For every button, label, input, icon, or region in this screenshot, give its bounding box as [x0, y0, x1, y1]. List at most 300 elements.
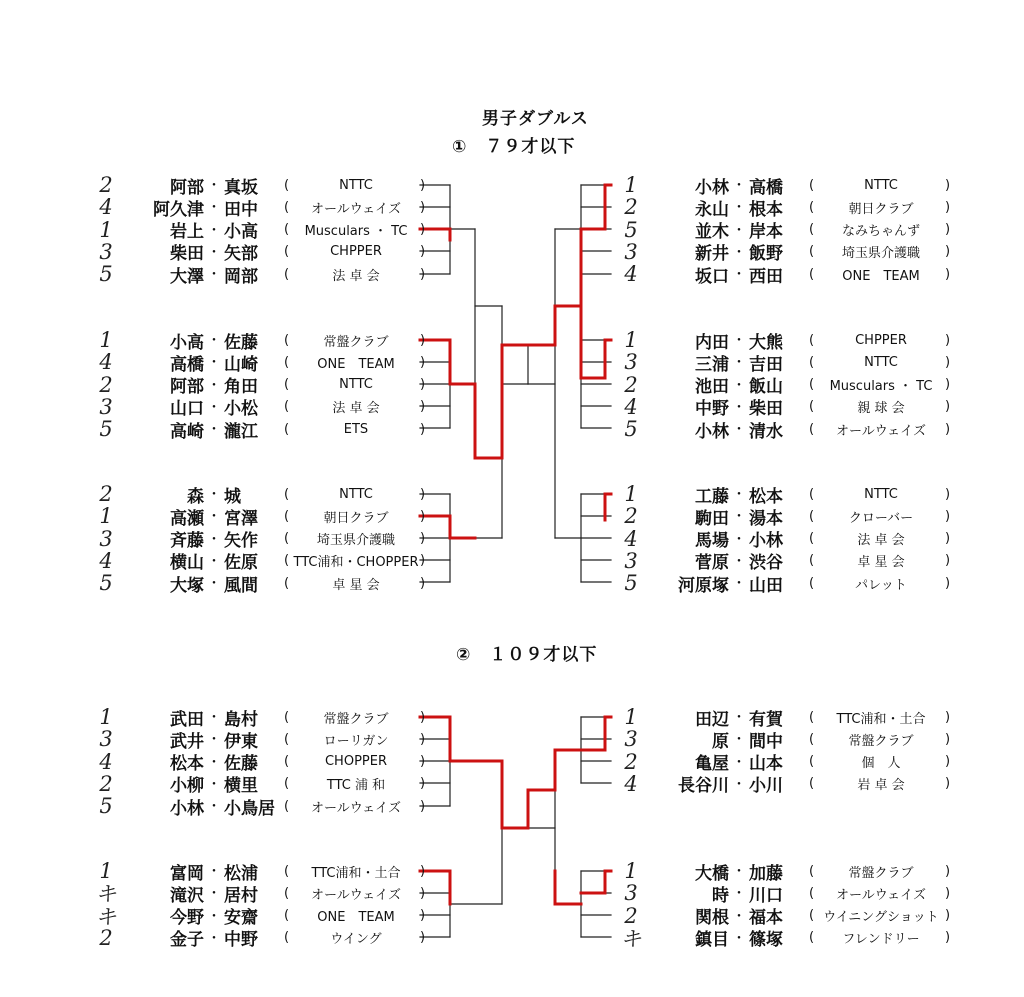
rank-mark: 3	[99, 526, 113, 551]
separator-dot: ・	[732, 886, 746, 903]
player1-name: 大塚	[170, 575, 204, 596]
separator-dot: ・	[732, 267, 746, 284]
player2-name: 吉田	[749, 354, 783, 375]
section-heading-1: ① ７９才以下	[452, 137, 576, 157]
player-pair-row	[613, 550, 953, 572]
club-name: TTC浦和・CHOPPER	[293, 555, 419, 571]
club-name: ウイニングショット	[823, 910, 939, 926]
player2-name: 飯山	[749, 377, 783, 398]
club: ( 親 球 会 )	[809, 399, 951, 417]
player-pair-row	[88, 882, 428, 907]
rank-mark: 2	[624, 504, 638, 529]
club: ( 常盤クラブ )	[284, 332, 426, 350]
separator-dot: ・	[207, 930, 221, 947]
club-name: 法 卓 会	[332, 401, 380, 417]
club-name: NTTC	[339, 377, 373, 393]
player-pair-row	[613, 396, 953, 418]
player1-name: 岩上	[170, 222, 204, 243]
player-pair-row	[613, 263, 953, 285]
separator-dot: ・	[732, 754, 746, 771]
separator-dot: ・	[732, 333, 746, 349]
club-name: ONE TEAM	[317, 910, 395, 926]
rank-mark: 3	[99, 239, 113, 264]
player-pair-row	[88, 241, 428, 263]
separator-dot: ・	[732, 487, 746, 503]
rank-mark: 1	[99, 504, 113, 529]
player-pair-row	[88, 927, 428, 949]
rank-mark: 5	[99, 794, 113, 819]
rank-mark: 1	[624, 705, 638, 729]
player-pair-row	[613, 905, 953, 927]
player2-name: 横里	[224, 776, 258, 797]
club-name: 朝日クラブ	[848, 201, 914, 217]
club-name: CHOPPER	[324, 754, 387, 770]
rank-mark: 4	[624, 526, 638, 551]
player-pair-row	[88, 196, 428, 218]
player2-name: 山本	[749, 754, 783, 775]
separator-dot: ・	[732, 710, 746, 726]
rank-mark: 5	[99, 571, 113, 596]
player1-name: 阿久津	[153, 199, 204, 220]
separator-dot: ・	[207, 222, 221, 239]
club: ( TTC浦和・土合 )	[809, 709, 951, 727]
club: ( 常盤クラブ )	[809, 863, 951, 881]
player2-name: 佐藤	[224, 754, 258, 775]
player2-name: 田中	[224, 199, 258, 220]
player1-name: 中野	[695, 399, 729, 420]
separator-dot: ・	[732, 178, 746, 194]
player1-name: 武井	[170, 731, 204, 752]
club-name: Musculars ・ TC	[829, 379, 933, 395]
player1-name: 長谷川	[678, 776, 729, 797]
club-name: TTC浦和・土合	[836, 711, 926, 727]
club: ( オールウェイズ )	[809, 421, 951, 439]
rank-mark: 3	[624, 350, 638, 375]
player2-name: 宮澤	[224, 508, 258, 529]
player1-name: 森	[187, 486, 204, 507]
player2-name: 真坂	[224, 177, 258, 198]
player1-name: 滝沢	[170, 885, 204, 906]
player2-name: 角田	[224, 377, 258, 398]
club: ( クローバー )	[809, 508, 951, 526]
player1-name: 馬場	[695, 531, 729, 552]
club: ( 卓 星 会 )	[284, 575, 426, 593]
player-pair-row	[88, 174, 428, 196]
club-name: ETS	[343, 421, 369, 437]
rank-mark: 3	[624, 239, 638, 264]
separator-dot: ・	[732, 399, 746, 416]
player2-name: 岡部	[224, 266, 258, 287]
player1-name: 駒田	[695, 508, 729, 529]
club: ( 朝日クラブ )	[809, 199, 951, 217]
player1-name: 小林	[695, 177, 729, 198]
club: ( TTC浦和・土合 )	[284, 863, 426, 881]
player-pair-row	[613, 241, 953, 263]
player2-name: 柴田	[749, 399, 783, 420]
rank-mark: 1	[624, 482, 638, 506]
player1-name: 金子	[170, 930, 204, 951]
club-name: オールウェイズ	[835, 423, 927, 439]
player1-name: 亀屋	[695, 754, 729, 775]
rank-mark: 1	[99, 217, 113, 242]
club: ( ローリガン )	[284, 731, 426, 749]
rank-mark: キ	[620, 926, 642, 951]
player2-name: 渋谷	[749, 553, 783, 574]
rank-mark: 1	[624, 328, 638, 352]
player2-name: 西田	[749, 266, 783, 287]
rank-mark: 4	[99, 195, 113, 220]
player-pair-row	[613, 860, 953, 882]
player-pair-row	[88, 329, 428, 351]
rank-mark: 2	[624, 372, 638, 397]
club: ( CHPPER )	[809, 332, 951, 348]
club: ( 法 卓 会 )	[284, 266, 426, 284]
club-name: CHPPER	[855, 332, 907, 348]
rank-mark: 1	[99, 859, 113, 883]
club: ( 常盤クラブ )	[809, 731, 951, 749]
separator-dot: ・	[207, 509, 221, 526]
club-name: 常盤クラブ	[848, 733, 914, 749]
club: ( なみちゃんず )	[809, 222, 951, 240]
separator-dot: ・	[207, 799, 221, 816]
player-pair-row	[613, 196, 953, 218]
separator-dot: ・	[732, 377, 746, 394]
player-pair-row	[613, 351, 953, 373]
rank-mark: 1	[99, 705, 113, 729]
separator-dot: ・	[207, 178, 221, 194]
club: ( 個 人 )	[809, 754, 951, 772]
player2-name: 中野	[224, 930, 258, 951]
separator-dot: ・	[207, 710, 221, 726]
club-name: オールウェイズ	[310, 887, 402, 903]
separator-dot: ・	[207, 864, 221, 880]
club-name: パレット	[855, 577, 907, 593]
club-name: ウイング	[330, 932, 382, 948]
player2-name: 佐藤	[224, 332, 258, 353]
club: ( TTC 浦 和 )	[284, 776, 426, 794]
club: ( ウイニングショット )	[809, 908, 951, 926]
player1-name: 小柳	[170, 776, 204, 797]
rank-mark: 2	[624, 903, 638, 928]
player-pair-row	[88, 351, 428, 373]
player-pair-row	[613, 773, 953, 795]
rank-mark: 2	[624, 749, 638, 774]
player1-name: 山口	[170, 399, 204, 420]
separator-dot: ・	[732, 422, 746, 439]
player2-name: 川口	[749, 885, 783, 906]
separator-dot: ・	[207, 908, 221, 925]
rank-mark: 3	[99, 394, 113, 419]
player-pair-row	[613, 219, 953, 241]
rank-mark: 5	[99, 262, 113, 287]
separator-dot: ・	[732, 908, 746, 925]
player1-name: 工藤	[695, 486, 729, 507]
separator-dot: ・	[207, 267, 221, 284]
rank-mark: 5	[624, 417, 638, 442]
player-pair-row	[613, 483, 953, 505]
club: ( NTTC )	[284, 377, 426, 393]
club-name: オールウェイズ	[835, 887, 927, 903]
rank-mark: 1	[624, 173, 638, 197]
player-pair-row	[613, 528, 953, 550]
player-pair-row	[88, 773, 428, 795]
separator-dot: ・	[732, 531, 746, 548]
club: ( Musculars ・ TC )	[284, 222, 426, 240]
player2-name: 島村	[224, 709, 258, 730]
club: ( 岩 卓 会 )	[809, 776, 951, 794]
player2-name: 清水	[749, 421, 783, 442]
separator-dot: ・	[732, 200, 746, 217]
player2-name: 矢部	[224, 244, 258, 265]
player1-name: 大橋	[695, 863, 729, 884]
club-name: NTTC	[339, 177, 373, 193]
player2-name: 小川	[749, 776, 783, 797]
player-pair-row	[88, 483, 428, 505]
separator-dot: ・	[732, 222, 746, 239]
separator-dot: ・	[732, 576, 746, 593]
player-pair-row	[613, 751, 953, 773]
rank-mark: 4	[624, 262, 638, 287]
club: ( ウイング )	[284, 930, 426, 948]
rank-mark: 1	[99, 328, 113, 352]
player1-name: 高橋	[170, 354, 204, 375]
club-name: なみちゃんず	[841, 224, 920, 240]
player-pair-row	[88, 528, 428, 550]
player1-name: 関根	[695, 908, 729, 929]
club: ( ETS )	[284, 421, 426, 437]
player1-name: 横山	[170, 553, 204, 574]
club: ( ONE TEAM )	[809, 266, 951, 284]
rank-mark: 4	[99, 749, 113, 774]
club: ( 法 卓 会 )	[809, 531, 951, 549]
player1-name: 斉藤	[170, 531, 204, 552]
player1-name: 小高	[170, 332, 204, 353]
player-pair-row	[613, 728, 953, 750]
player2-name: 大熊	[749, 332, 783, 353]
club: ( CHOPPER )	[284, 754, 426, 770]
player2-name: 加藤	[749, 863, 783, 884]
rank-mark: キ	[95, 904, 117, 929]
club: ( 卓 星 会 )	[809, 553, 951, 571]
player-pair-row	[88, 905, 428, 927]
rank-mark: 4	[624, 771, 638, 796]
player2-name: 小鳥居	[224, 798, 275, 819]
player2-name: 風間	[224, 575, 258, 596]
rank-mark: 4	[99, 548, 113, 573]
club: ( NTTC )	[284, 177, 426, 193]
club: ( NTTC )	[809, 177, 951, 193]
page-title: 男子ダブルス	[482, 109, 589, 129]
player-pair-row	[613, 329, 953, 351]
player1-name: 坂口	[695, 266, 729, 287]
player2-name: 伊東	[224, 731, 258, 752]
club: ( ONE TEAM )	[284, 354, 426, 372]
club: ( オールウェイズ )	[284, 798, 426, 816]
club: ( 法 卓 会 )	[284, 399, 426, 417]
rank-mark: 3	[624, 727, 638, 752]
separator-dot: ・	[207, 422, 221, 439]
player2-name: 小高	[224, 222, 258, 243]
player2-name: 城	[224, 486, 241, 507]
player-pair-row	[613, 927, 953, 949]
player2-name: 小林	[749, 531, 783, 552]
player1-name: 富岡	[170, 863, 204, 884]
player2-name: 福本	[749, 908, 783, 929]
club: ( ONE TEAM )	[284, 908, 426, 926]
club-name: 卓 星 会	[332, 577, 380, 593]
separator-dot: ・	[732, 509, 746, 526]
player2-name: 有賀	[749, 709, 783, 730]
club-name: TTC 浦 和	[326, 778, 386, 794]
club-name: 埼玉県介護職	[841, 246, 920, 262]
club: ( 常盤クラブ )	[284, 709, 426, 727]
separator-dot: ・	[732, 930, 746, 947]
player2-name: 間中	[749, 731, 783, 752]
player-pair-row	[613, 374, 953, 396]
club-name: ONE TEAM	[317, 356, 395, 372]
player-pair-row	[88, 706, 428, 728]
player1-name: 松本	[170, 754, 204, 775]
club-name: 岩 卓 会	[857, 778, 905, 794]
club-name: Musculars ・ TC	[304, 224, 408, 240]
player-pair-row	[613, 882, 953, 904]
player-pair-row	[613, 418, 953, 440]
separator-dot: ・	[207, 487, 221, 503]
player-pair-row	[88, 795, 428, 817]
separator-dot: ・	[207, 576, 221, 593]
separator-dot: ・	[207, 553, 221, 570]
player1-name: 新井	[695, 244, 729, 265]
player1-name: 菅原	[695, 553, 729, 574]
player2-name: 矢作	[224, 531, 258, 552]
rank-mark: 1	[624, 859, 638, 883]
player1-name: 高崎	[170, 421, 204, 442]
player1-name: 河原塚	[678, 575, 729, 596]
separator-dot: ・	[732, 732, 746, 749]
club-name: オールウェイズ	[310, 201, 402, 217]
player1-name: 阿部	[170, 177, 204, 198]
club-name: 法 卓 会	[857, 533, 905, 549]
player-pair-row	[613, 505, 953, 527]
separator-dot: ・	[732, 553, 746, 570]
player1-name: 田辺	[695, 709, 729, 730]
rank-mark: 2	[624, 195, 638, 220]
player-pair-row	[613, 706, 953, 728]
club-name: 朝日クラブ	[323, 510, 389, 526]
club-name: 個 人	[861, 756, 901, 772]
rank-mark: 2	[99, 771, 113, 796]
player1-name: 小林	[695, 421, 729, 442]
separator-dot: ・	[732, 355, 746, 372]
player-pair-row	[88, 263, 428, 285]
player-pair-row	[88, 860, 428, 882]
club: ( NTTC )	[284, 486, 426, 502]
rank-mark: 3	[624, 881, 638, 906]
club-name: 常盤クラブ	[848, 865, 914, 881]
separator-dot: ・	[207, 377, 221, 394]
rank-mark: 4	[99, 350, 113, 375]
club: ( 埼玉県介護職 )	[809, 244, 951, 262]
club-name: NTTC	[864, 177, 898, 193]
rank-mark: 2	[99, 372, 113, 397]
player-pair-row	[88, 374, 428, 396]
separator-dot: ・	[207, 200, 221, 217]
club-name: 卓 星 会	[857, 555, 905, 571]
player2-name: 湯本	[749, 508, 783, 529]
player-pair-row	[88, 751, 428, 773]
club-name: 常盤クラブ	[323, 711, 389, 727]
player-pair-row	[88, 219, 428, 241]
player1-name: 大澤	[170, 266, 204, 287]
separator-dot: ・	[732, 244, 746, 261]
rank-mark: キ	[95, 882, 117, 907]
separator-dot: ・	[207, 732, 221, 749]
player-pair-row	[88, 550, 428, 572]
club: ( Musculars ・ TC )	[809, 377, 951, 395]
player2-name: 小松	[224, 399, 258, 420]
club-name: フレンドリー	[842, 932, 920, 948]
club-name: TTC浦和・土合	[311, 865, 401, 881]
player-pair-row	[88, 572, 428, 594]
club-name: 埼玉県介護職	[316, 533, 395, 549]
club: ( オールウェイズ )	[284, 199, 426, 217]
player1-name: 今野	[170, 908, 204, 929]
player2-name: 安齋	[224, 908, 258, 929]
club-name: クローバー	[848, 510, 914, 526]
player1-name: 小林	[170, 798, 204, 819]
rank-mark: 5	[99, 417, 113, 442]
club: ( フレンドリー )	[809, 930, 951, 948]
separator-dot: ・	[207, 244, 221, 261]
club: ( オールウェイズ )	[809, 885, 951, 903]
club-name: 常盤クラブ	[323, 334, 389, 350]
player2-name: 居村	[224, 885, 258, 906]
player2-name: 松本	[749, 486, 783, 507]
separator-dot: ・	[207, 531, 221, 548]
rank-mark: 2	[99, 482, 113, 506]
club: ( オールウェイズ )	[284, 885, 426, 903]
player1-name: 永山	[695, 199, 729, 220]
separator-dot: ・	[207, 333, 221, 349]
club-name: NTTC	[864, 354, 898, 370]
player1-name: 高瀬	[170, 508, 204, 529]
player2-name: 飯野	[749, 244, 783, 265]
player1-name: 池田	[695, 377, 729, 398]
club-name: NTTC	[864, 486, 898, 502]
player-pair-row	[88, 418, 428, 440]
rank-mark: 3	[624, 548, 638, 573]
player1-name: 内田	[695, 332, 729, 353]
club: ( 朝日クラブ )	[284, 508, 426, 526]
separator-dot: ・	[207, 754, 221, 771]
club-name: NTTC	[339, 486, 373, 502]
player-pair-row	[613, 572, 953, 594]
rank-mark: 5	[624, 217, 638, 242]
player1-name: 武田	[170, 709, 204, 730]
club-name: オールウェイズ	[310, 800, 402, 816]
club-name: ローリガン	[323, 733, 389, 749]
player1-name: 阿部	[170, 377, 204, 398]
club-name: 法 卓 会	[332, 268, 380, 284]
section-heading-2: ② １０９才以下	[456, 645, 598, 665]
rank-mark: 4	[624, 394, 638, 419]
player-pair-row	[88, 728, 428, 750]
player2-name: 佐原	[224, 553, 258, 574]
player2-name: 松浦	[224, 863, 258, 884]
player-pair-row	[88, 396, 428, 418]
club: ( TTC浦和・CHOPPER )	[284, 553, 426, 571]
separator-dot: ・	[207, 355, 221, 372]
